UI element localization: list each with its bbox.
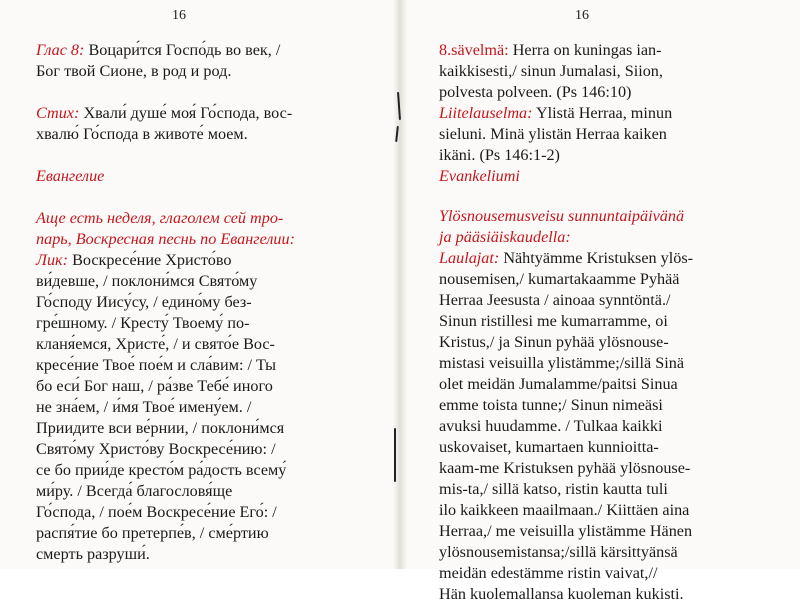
rubric	[36, 208, 366, 250]
savelma-verse	[439, 40, 779, 103]
gospel-heading: Евангелие	[36, 167, 105, 185]
left-page-number: 16	[172, 8, 186, 23]
rubric-line-2: парь, Воскресная песнь по Евангелии:	[36, 230, 296, 248]
laulajat-line: kaam-me Kristuksen pyhää ylösnouse-	[439, 459, 691, 477]
laulajat-line: Herraa Jeesusta / ainoaa synntöntä./	[439, 291, 671, 309]
lik-hymn	[36, 250, 366, 565]
liitelauselma-line-3: ikäni. (Ps 146:1-2)	[439, 146, 560, 164]
lik-line: Го́споду Иису́су, / едино́му без-	[36, 293, 252, 311]
glas-line-1: Воцари́тся Госпо́дь во век, /	[84, 41, 281, 59]
laulajat-line: Sinun ristillesi me kumarramme, oi	[439, 312, 668, 330]
laulajat-line: Herraa,/ me veisuilla ylistämme Hänen	[439, 522, 693, 540]
lik-line: распя́тие бо претерпе́в, / сме́ртию	[36, 524, 269, 542]
lik-line: ви́девше, / поклони́мся Свято́му	[36, 272, 258, 290]
savelma-line-3: polvesta polveen. (Ps 146:10)	[439, 83, 632, 101]
glas-label: Глас 8:	[36, 41, 85, 59]
lik-line: гре́шному. / Кресту́ Твоему́ по-	[36, 314, 250, 332]
laulajat-line: mistasi veisuilla ylistämme;/sillä Sinä	[439, 354, 685, 372]
lik-line: ми́ру. / Всегда́ благословя́ще	[36, 482, 233, 500]
laulajat-line: ylösnousemistansa;/sillä kärsittyänsä	[439, 543, 678, 561]
hymn-title-line-2: ja pääsiäiskaudella:	[439, 228, 571, 246]
left-page	[0, 0, 395, 569]
gospel-heading-fi: Evankeliumi	[439, 167, 520, 185]
hymn-title	[439, 206, 779, 248]
savelma-line-2: kaikkisesti,/ sinun Jumalasi, Siion,	[439, 62, 663, 80]
lik-line: Го́спода, / пое́м Воскресе́ние Его́: /	[36, 503, 277, 521]
lik-line: Свято́му Христо́ву Воскресе́нию: /	[36, 440, 276, 458]
lik-line-1: Воскресе́ние Христо́во	[68, 251, 232, 269]
lik-line: кланя́емся, Христе́, / и свято́е Вос-	[36, 335, 275, 353]
laulajat-line: Hän kuolemallansa kuoleman kukisti.	[439, 585, 684, 603]
laulajat-line: olet meidän Jumalamme/paitsi Sinua	[439, 375, 678, 393]
stikh-line-1: Хвали́ душе́ моя́ Го́спода, вос-	[79, 104, 293, 122]
lik-line: се бо прии́де кресто́м ра́дость всему́	[36, 461, 287, 479]
laulajat-line: nousemisen,/ kumartakaamme Pyhää	[439, 270, 680, 288]
laulajat-hymn	[439, 248, 779, 605]
lik-line: не зна́ем, / и́мя Твое́ имену́ем. /	[36, 398, 252, 416]
glas-line-2: Бог твой Сионе, в род и род.	[36, 62, 232, 80]
lik-line: смерть разруши́.	[36, 545, 150, 563]
liitelauselma-verse	[439, 103, 779, 166]
laulajat-line: uskovaiset, kumartaen kunnioitta-	[439, 438, 659, 456]
liitelauselma-label: Liitelauselma:	[439, 104, 533, 122]
hymn-title-line-1: Ylösnousemusveisu sunnuntaipäivänä	[439, 207, 685, 225]
laulajat-line: emme toista tunne;/ Sinun nimeäsi	[439, 396, 663, 414]
stikh-verse	[36, 103, 366, 145]
laulajat-line: mis-ta,/ sillä katso, ristin kautta tuli	[439, 480, 668, 498]
liitelauselma-line-1: Ylistä Herraa, minun	[532, 104, 673, 122]
lik-line: кресе́ние Твое́ пое́м и сла́вим: / Ты	[36, 356, 276, 374]
stikh-label: Стих:	[36, 104, 80, 122]
rubric-line-1: Аще есть неделя, глаголем сей тро-	[36, 209, 284, 227]
right-page-content	[439, 40, 779, 605]
laulajat-line-1: Nähtyämme Kristuksen ylös-	[499, 249, 694, 267]
laulajat-line: meidän edestämme ristin vaivat,//	[439, 564, 658, 582]
savelma-line-1: Herra on kuningas ian-	[508, 41, 662, 59]
liitelauselma-line-2: sieluni. Minä ylistän Herraa kaiken	[439, 125, 667, 143]
stikh-line-2: хвалю́ Го́спода в животе́ моем.	[36, 125, 248, 143]
lik-label: Лик:	[36, 251, 69, 269]
savelma-label: 8.sävelmä:	[439, 41, 509, 59]
laulajat-line: avuksi huudamme. / Tulkaa kaikki	[439, 417, 663, 435]
lik-line: Приидите вси ве́рнии, / поклони́мся	[36, 419, 285, 437]
lik-line: бо еси́ Бог наш, / ра́зве Тебе́ иного	[36, 377, 273, 395]
pencil-mark	[394, 428, 396, 482]
right-page	[405, 0, 800, 603]
glas-verse	[36, 40, 366, 82]
laulajat-line: Kristus,/ ja Sinun pyhää ylösnouse-	[439, 333, 669, 351]
laulajat-line: ilo kaikkeen maailmaan./ Kiittäen aina	[439, 501, 690, 519]
left-page-content	[36, 40, 366, 565]
laulajat-label: Laulajat:	[439, 249, 500, 267]
right-page-number: 16	[575, 8, 589, 23]
